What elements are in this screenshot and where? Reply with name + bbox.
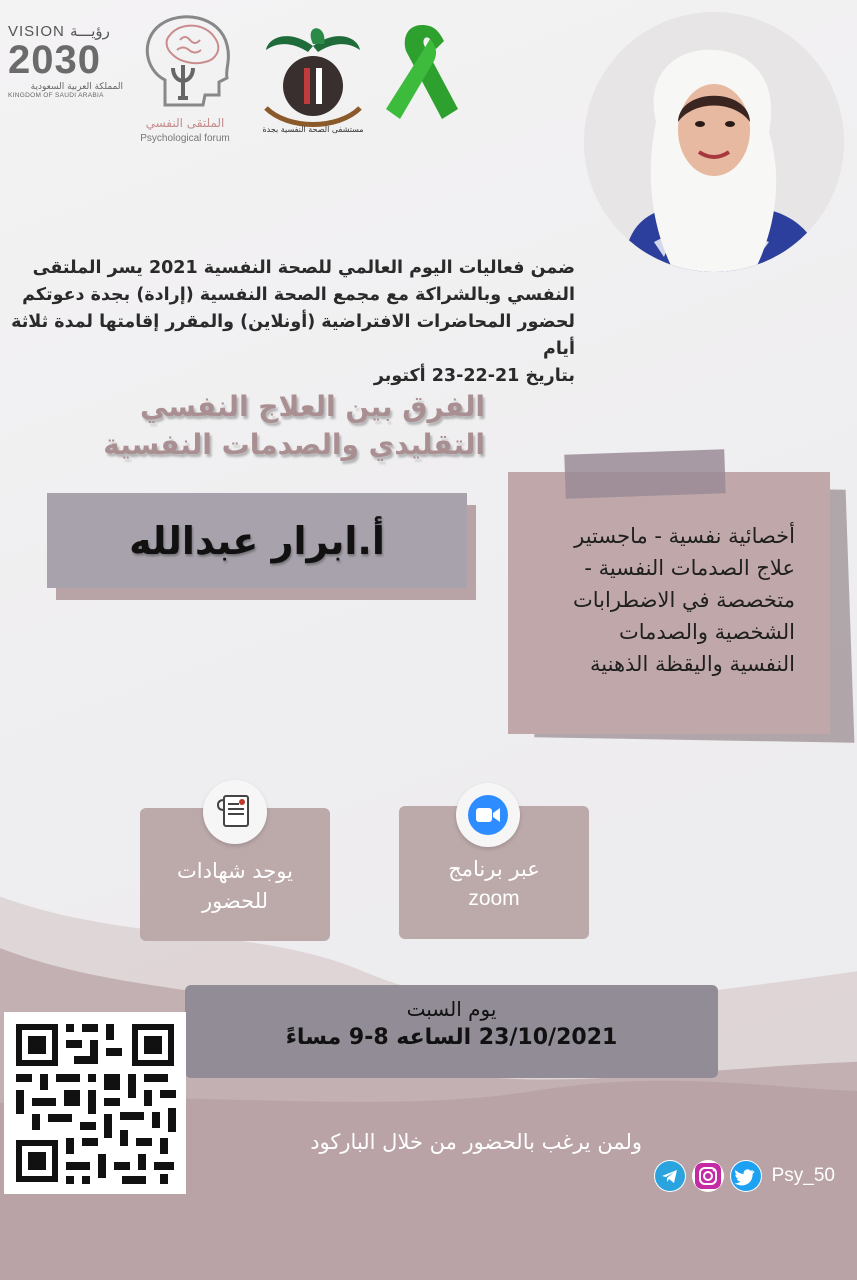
speaker-name-box (47, 493, 467, 588)
intro-line: بتاريخ 21-22-23 أكتوبر (373, 366, 575, 386)
zoom-line: zoom (468, 886, 520, 910)
hospital-name: مستشفى الصحة النفسية بجدة (262, 125, 364, 134)
psychological-forum-logo: الملتقى النفسي Psychological forum (130, 10, 240, 150)
bio-line: متخصصة في الاضطرابات (572, 588, 795, 612)
event-datetime: 23/10/2021 الساعه 8-9 مساءً (285, 1025, 618, 1050)
hospital-logo (258, 18, 368, 138)
barcode-instruction: ولمن يرغب بالحضور من خلال الباركود (310, 1130, 642, 1154)
date-box (185, 985, 718, 1078)
qr-code[interactable] (4, 1012, 186, 1194)
brain-head-icon (135, 10, 235, 110)
intro-line: النفسي وبالشراكة مع مجمع الصحة النفسية (إرادة) بجدة دعوتكم (22, 285, 575, 305)
bio-line: علاج الصدمات النفسية - (584, 556, 795, 580)
social-bar (654, 1160, 835, 1192)
note-tape (564, 449, 725, 499)
speaker-bio (495, 520, 795, 680)
certificate-line: يوجد شهادات (176, 858, 293, 883)
speaker-photo (584, 12, 844, 272)
zoom-camera-icon (456, 783, 520, 847)
intro-line: ضمن فعاليات اليوم العالمي للصحة النفسية 2021 يسر الملتقى (32, 258, 575, 278)
vision-2030-logo: VISION رؤيـــة 2030 المملكة العربية السعودية KINGDOM OF SAUDI ARABIA (8, 22, 123, 99)
title-line: الفرق بين العلاج النفسي (140, 390, 485, 423)
lecture-title (15, 388, 485, 464)
bio-line: النفسية واليقظة الذهنية (590, 652, 795, 676)
certificate-line: للحضور (201, 888, 269, 913)
bio-line: أخصائية نفسية - ماجستير (574, 524, 795, 548)
title-line: التقليدي والصدمات النفسية (103, 428, 485, 461)
twitter-icon[interactable] (730, 1160, 762, 1192)
bio-line: الشخصية والصدمات (618, 620, 795, 644)
intro-line: لحضور المحاضرات الافتراضية (أونلاين) والمقرر إقامتها لمدة ثلاثة أيام (11, 312, 575, 359)
instagram-icon[interactable] (692, 1160, 724, 1192)
certificate-icon (203, 780, 267, 844)
zoom-line: عبر برنامج (448, 856, 540, 881)
event-day: يوم السبت (406, 997, 497, 1021)
intro-text (0, 255, 575, 390)
social-handle: Psy_50 (771, 1165, 835, 1186)
telegram-icon[interactable] (654, 1160, 686, 1192)
green-ribbon-icon (380, 15, 465, 125)
speaker-name: أ.ابرار عبدالله (129, 518, 385, 563)
